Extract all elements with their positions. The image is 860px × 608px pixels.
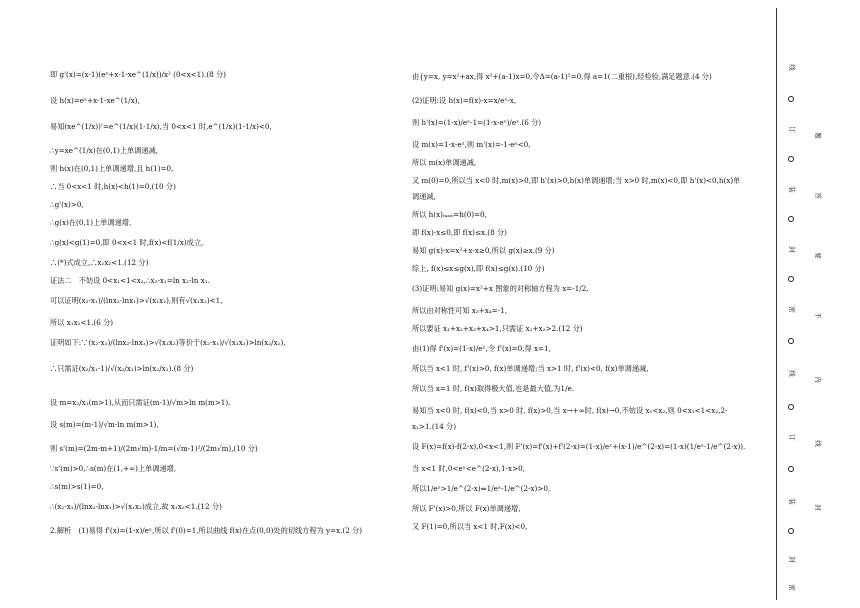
text-line: 所以当 x<1 时, f'(x)>0, f(x)单调递增;当 x>1 时, f'(x)<0, f(x)单调递减, [412, 364, 649, 373]
text-line: 可以证明(x₂-x₁)/(lnx₂-lnx₁)>√(x₁x₂),则有√(x₁x₂)<1, [50, 296, 223, 305]
text-line: 所以 m(x)单调递减, [412, 158, 477, 167]
text-line: 设 F(x)=f(x)-f(2-x),0<x<1,则 F'(x)=f'(x)+f'(2-x)=(1-x)/eˣ+(x-1)/e^(2-x)=(1-x)(1/eˣ-1/e^(2-x)). [412, 442, 746, 451]
margin-char: 订 [787, 434, 796, 441]
text-line: (2)证明:设 h(x)=f(x)-x=x/eˣ-x, [412, 96, 517, 105]
text-line: ∴y=xe^(1/x)在(0,1)上单调递减, [50, 146, 159, 155]
text-line: ∴(*)式成立,∴x₁x₂<1.(12 分) [50, 258, 149, 267]
text-line: 易知当 x<0 时, f(x)<0,当 x>0 时, f(x)>0,当 x→+∞时, f(x)→0,不妨设 x₁<x₂,则 0<x₁<1<x₂,2- [412, 406, 728, 415]
text-line: ∴g(x)在(0,1)上单调递增, [50, 218, 132, 227]
margin-char: 不 [813, 312, 822, 319]
margin-char: 题 [813, 132, 822, 139]
text-line: 即 g'(x)=(x-1)(eˣ+x-1-xe^(1/x))/x² (0<x<1).(8 分) [50, 70, 226, 79]
text-line: ∴s(m)>s(1)=0, [50, 482, 104, 491]
text-line: 证明如下:∵(x₂-x₁)/(lnx₂-lnx₁)>√(x₁x₂)等价于(x₂-x₁)/√(x₁x₂)>ln(x₂/x₁), [50, 338, 286, 347]
text-line: ∵s'(m)>0,∴s(m)在(1,+∞)上单调递增, [50, 464, 177, 473]
text-line: ∴g(x)<g(1)=0,即 0<x<1 时,f(x)<f(1/x)成立, [50, 238, 204, 247]
margin-char: 线 [813, 440, 822, 447]
text-line: 设 m(x)=1-x-eˣ,则 m'(x)=-1-eˣ<0, [412, 140, 531, 149]
text-line: 则 h'(x)=(1-x)/eˣ-1=(1-x-eˣ)/eˣ.(6 分) [412, 118, 542, 127]
margin-char: 封 [813, 504, 822, 511]
text-line: 综上, f(x)≤x≤g(x),即 f(x)≤g(x).(10 分) [412, 264, 545, 273]
text-line: 所以 F'(x)>0,所以 F(x)单调递增, [412, 504, 521, 513]
text-line: ∴(x₂-x₁)/(lnx₂-lnx₁)>√(x₁x₂)成立,故 x₁x₂<1.(12 分) [50, 502, 222, 511]
text-line: 调递减, [412, 192, 436, 201]
text-line: 当 x<1 时,0<eˣ<e^(2-x),1-x>0, [412, 464, 525, 473]
binding-hole-icon [788, 466, 794, 472]
margin-char: 密 [787, 584, 796, 591]
text-line: 即 f(x)-x≤0,即 f(x)≤x.(8 分) [412, 228, 507, 237]
margin-char: 答 [813, 192, 822, 199]
margin-char: 封 [787, 246, 796, 253]
margin-char: 线 [787, 64, 796, 71]
text-line: 所以 x₁x₂<1.(6 分) [50, 318, 114, 327]
binding-line [776, 8, 777, 600]
text-line: 由(1)得 f'(x)=(1-x)/eˣ,令 f'(x)=0,得 x=1, [412, 344, 551, 353]
margin-char: 线 [787, 370, 796, 377]
text-line: 又 F(1)=0,所以当 x<1 时,F(x)<0, [412, 522, 528, 531]
binding-hole-icon [788, 528, 794, 534]
text-line: 证法二 不妨设 0<x₁<1<x₂,∴x₂-x₁=ln x₂-ln x₁. [50, 276, 210, 285]
binding-margin [778, 0, 860, 608]
text-line: 由{y=x, y=x²+ax,得 x²+(a-1)x=0,令Δ=(a-1)²=0,得 a=1(二重根),经检验,满足题意.(4 分) [412, 72, 712, 81]
text-line: 所以由对称性可知 x₃+x₄=-1, [412, 306, 507, 315]
binding-hole-icon [788, 338, 794, 344]
text-line: 易知 g(x)-x=x²+x-x≥0,所以 g(x)≥x.(9 分) [412, 246, 555, 255]
text-line: 所以要证 x₁+x₂+x₃+x₄>1,只需证 x₁+x₂>2.(12 分) [412, 324, 583, 333]
binding-hole-icon [788, 216, 794, 222]
text-line: 则 s'(m)=(2m-m+1)/(2m√m)-1/m=(√m-1)²/(2m√m),(10 分) [50, 444, 258, 453]
binding-hole-icon [788, 96, 794, 102]
margin-char: 要 [813, 252, 822, 259]
text-line: ∴只需证(x₂/x₁-1)/√(x₂/x₁)>ln(x₂/x₁).(8 分) [50, 364, 194, 373]
binding-hole-icon [788, 156, 794, 162]
margin-char: 内 [813, 376, 822, 383]
text-line: 又 m(0)=0,所以当 x<0 时,m(x)>0,即 h'(x)>0,h(x)单调递增;当 x>0 时,m(x)<0,即 h'(x)<0,h(x)单 [412, 176, 741, 185]
margin-char: 密 [787, 306, 796, 313]
binding-hole-icon [788, 276, 794, 282]
text-line: 设 s(m)=(m-1)/√m-ln m(m>1), [50, 420, 159, 429]
text-line: 则 h(x)在(0,1)上单调递增,且 h(1)=0, [50, 164, 174, 173]
margin-char: 封 [787, 556, 796, 563]
text-line: ∴g'(x)>0, [50, 200, 84, 209]
margin-char: 订 [787, 126, 796, 133]
text-line: x₁>1.(14 分) [412, 422, 457, 431]
text-line: 所以 h(x)ₘₐₓ=h(0)=0, [412, 210, 487, 219]
text-line: 所以当 x=1 时, f(x)取得极大值,也是最大值,为1/e. [412, 384, 575, 393]
text-line: 设 h(x)=eˣ+x-1-xe^(1/x), [50, 96, 140, 105]
binding-hole-icon [788, 404, 794, 410]
text-line: 易知(xe^(1/x))'=e^(1/x)(1-1/x),当 0<x<1 时,e^(1/x)(1-1/x)<0, [50, 122, 272, 131]
text-line: 2.解析 (1)易得 f'(x)=(1-x)/eˣ,所以 f'(0)=1,所以曲线 f(x)在点(0,0)处的切线方程为 y=x.(2 分) [50, 526, 363, 535]
text-line: 所以1/eˣ>1/e^(2-x)⇔1/eˣ-1/e^(2-x)>0, [412, 484, 551, 493]
text-line: 设 m=x₂/x₁(m>1),从而只需证(m-1)/√m>ln m(m>1). [50, 398, 231, 407]
margin-char: 装 [787, 498, 796, 505]
margin-char: 装 [787, 186, 796, 193]
text-line: ∴当 0<x<1 时,h(x)<h(1)=0,(10 分) [50, 182, 176, 191]
text-line: (3)证明:易知 g(x)=x²+x 图象的对称轴方程为 x=-1/2, [412, 284, 589, 293]
